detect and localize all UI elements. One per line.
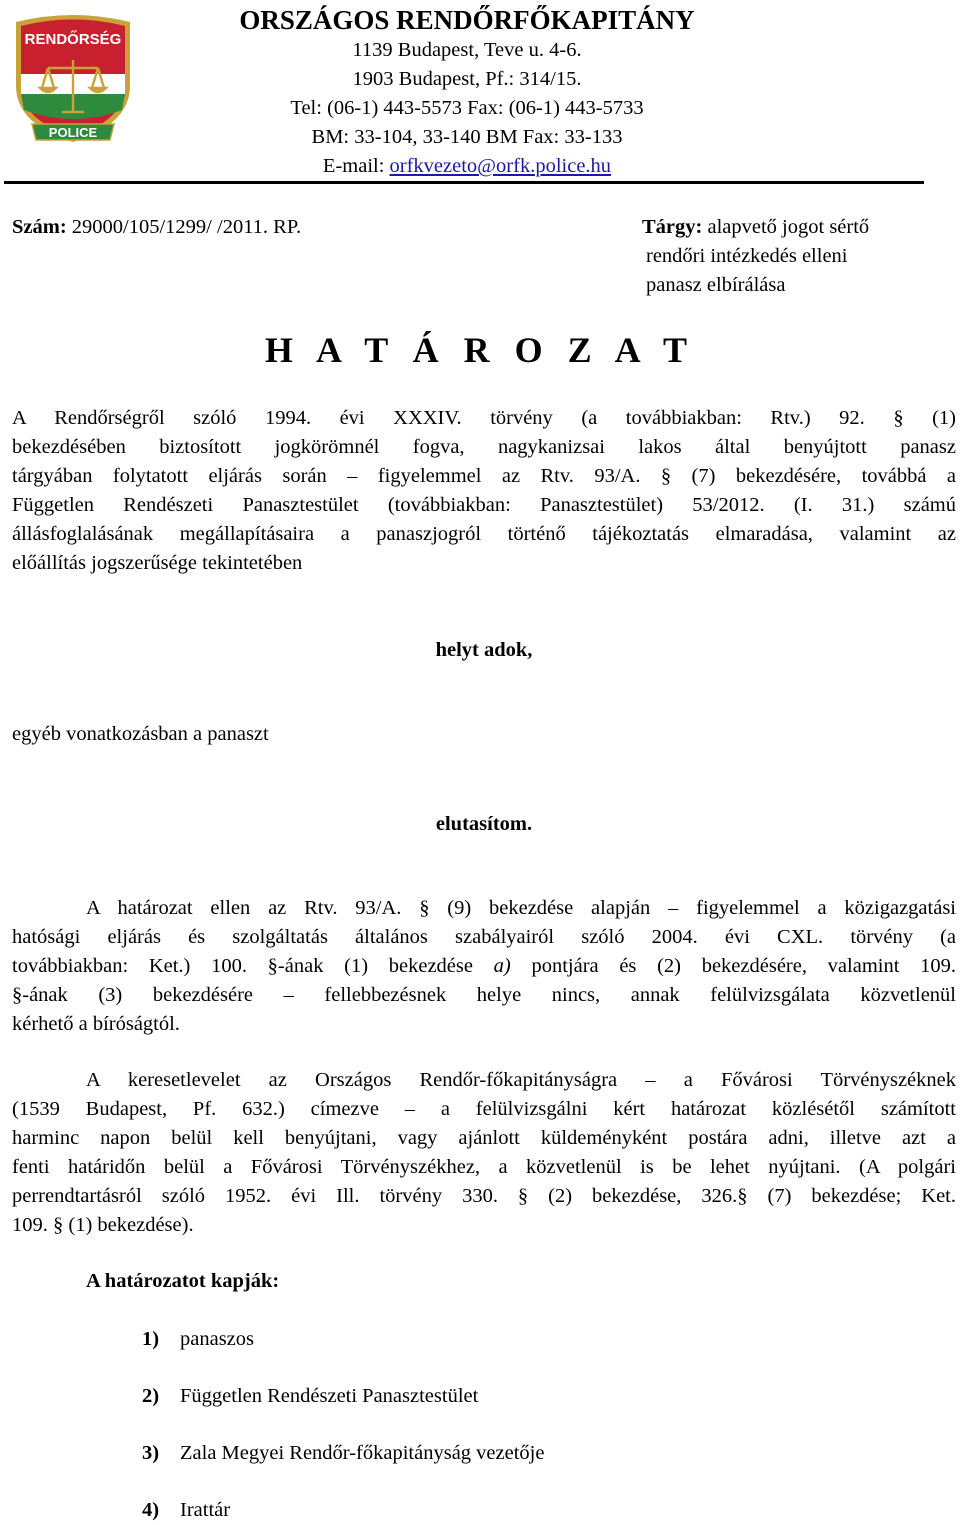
decision-grant: helyt adok,: [435, 639, 533, 661]
subject-label: Tárgy:: [642, 216, 703, 238]
appeal-paragraph: [12, 894, 956, 1039]
paragraph-line: A keresetlevelet az Országos Rendőr-főkapitányságra – a Fővárosi Törvényszéknek: [86, 1069, 956, 1091]
paragraph-line: kérhető a bíróságtól.: [12, 1013, 180, 1035]
paragraph-line: tárgyában folytatott eljárás során – figyelemmel az Rtv. 93/A. § (7) bekezdésére, továbbá a: [12, 465, 956, 487]
case-subject: [642, 213, 952, 300]
appeal-text: továbbiakban: Ket.) 100. §-ának (1) bekezdése: [12, 955, 473, 977]
paragraph-line: fenti határidőn belül a Fővárosi Törvényszékhez, a közvetlenül is be lehet nyújtani. (A polgári: [12, 1156, 956, 1178]
email-label: E-mail:: [322, 155, 390, 177]
paragraph-line: (1539 Budapest, Pf. 632.) címezve – a felülvizsgálni kért határozat közlésétől számított: [12, 1098, 956, 1120]
paragraph-line: A Rendőrségről szóló 1994. évi XXXIV. törvény (a továbbiakban: Rtv.) 92. § (1): [12, 407, 956, 429]
recipient-name: panaszos: [180, 1328, 255, 1350]
email-line: [200, 152, 734, 181]
address-line: 1139 Budapest, Teve u. 4-6.: [352, 39, 582, 61]
subject-line: panasz elbírálása: [646, 274, 786, 296]
paragraph-line: Független Rendészeti Panasztestület (továbbiakban: Panasztestület) 53/2012. (I. 31.) számú: [12, 494, 956, 516]
paragraph-line: hatósági eljárás és szolgáltatás általános szabályairól szóló 2004. évi CXL. törvény (a: [12, 926, 956, 948]
recipient-number: 4): [142, 1499, 160, 1521]
recipient-item: [142, 1496, 230, 1525]
paragraph-line: 109. § (1) bekezdése).: [12, 1214, 194, 1236]
logo-bottom-text: POLICE: [48, 125, 98, 140]
lawsuit-paragraph: [12, 1066, 956, 1240]
phone-line: Tel: (06-1) 443-5573 Fax: (06-1) 443-5733: [290, 97, 644, 119]
recipient-number: 1): [142, 1328, 160, 1350]
case-number-label: Szám:: [12, 216, 67, 238]
paragraph-line: A határozat ellen az Rtv. 93/A. § (9) bekezdése alapján – figyelemmel a közigazgatási: [86, 897, 956, 919]
appeal-point-a: a): [493, 955, 511, 977]
logo-top-text: RENDŐRSÉG: [24, 31, 122, 48]
recipient-number: 3): [142, 1442, 160, 1464]
paragraph-line: állásfoglalásának megállapításaira a panaszjogról történő tájékoztatás elmaradása, valamint az: [12, 523, 956, 545]
email-link[interactable]: orfkvezeto@orfk.police.hu: [389, 155, 612, 177]
appeal-text: pontjára és (2) bekezdésére, valamint 109.: [510, 955, 956, 977]
recipient-item: [142, 1325, 254, 1354]
intro-paragraph: [12, 404, 956, 578]
paragraph-line: §-ának (3) bekezdésére – fellebbezésnek helye nincs, annak felülvizsgálata közvetlenül: [12, 984, 956, 1006]
header-divider: [4, 181, 924, 184]
recipient-name: Zala Megyei Rendőr-főkapitányság vezetője: [180, 1442, 545, 1464]
recipient-item: [142, 1382, 478, 1411]
postal-line: 1903 Budapest, Pf.: 314/15.: [352, 68, 582, 90]
subject-line: alapvető jogot sértő: [702, 216, 870, 238]
bm-line: BM: 33-104, 33-140 BM Fax: 33-133: [311, 126, 623, 148]
recipient-name: Független Rendészeti Panasztestület: [180, 1385, 479, 1407]
case-number-value: 29000/105/1299/ /2011. RP.: [66, 216, 302, 238]
recipient-number: 2): [142, 1385, 160, 1407]
police-emblem-logo: [10, 12, 136, 144]
org-name: ORSZÁGOS RENDŐRFŐKAPITÁNY: [239, 5, 695, 35]
paragraph-line: bekezdésében biztosított jogkörömnél fogva, nagykanizsai lakos által benyújtott panasz: [12, 436, 956, 458]
paragraph-line: perrendtartásról szóló 1952. évi Ill. törvény 330. § (2) bekezdése, 326.§ (7) bekezdése; Ket.: [12, 1185, 956, 1207]
paragraph-line: [12, 952, 956, 981]
paragraph-line: előállítás jogszerűsége tekintetében: [12, 552, 303, 574]
middle-text: egyéb vonatkozásban a panaszt: [12, 723, 269, 745]
recipient-name: Irattár: [180, 1499, 231, 1521]
recipients-title: A határozatot kapják:: [86, 1270, 280, 1292]
document-title: H A T Á R O Z A T: [264, 330, 696, 370]
letterhead: [200, 4, 734, 181]
paragraph-line: harminc napon belül kell benyújtani, vagy ajánlott küldeményként postára adni, illetve azt a: [12, 1127, 956, 1149]
subject-line: rendőri intézkedés elleni: [646, 245, 848, 267]
case-number: [12, 213, 301, 242]
decision-reject: elutasítom.: [435, 813, 533, 835]
recipient-item: [142, 1439, 544, 1468]
